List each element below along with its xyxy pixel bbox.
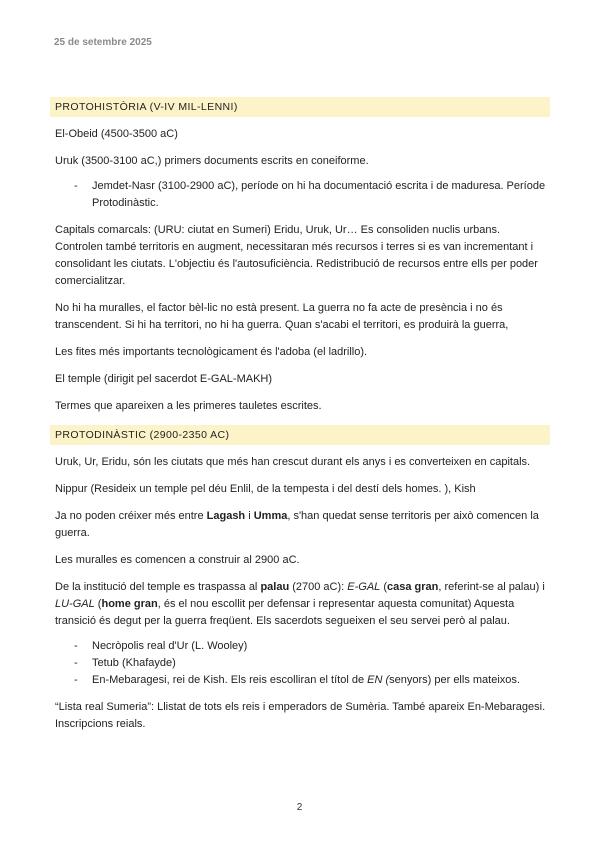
paragraph: Nippur (Resideix un temple pel déu Enlil, de la tempesta i del destí dels homes. ), Kish: [55, 483, 476, 495]
italic-text: LU-GAL: [55, 598, 95, 610]
paragraph: Les fites més importants tecnològicament és l'adoba (el ladrillo).: [55, 346, 368, 358]
text-run: (: [380, 581, 388, 593]
paragraph: No hi ha muralles, el factor bèl-lic no està present. La guerra no fa acte de presència i no és transcendent. Si hi ha territori, no hi ha guerra. Quan s'acabi el territori, es produirà la guerra,: [55, 302, 509, 331]
text-run: , és el nou escollit per defensar i representar aquesta comunitat) Aquesta transició és degut per la guerra freqüent. Els sacerdots segueixen el seu servei però al palau.: [55, 598, 515, 627]
bold-text: palau: [260, 581, 290, 593]
bold-text: Lagash: [206, 510, 246, 522]
text-run: senyors) per ells mateixos.: [389, 674, 520, 686]
text-run: (: [94, 598, 102, 610]
bold-text: home gran: [101, 598, 158, 610]
paragraph: Capitals comarcals: (URU: ciutat en Sumeri) Eridu, Uruk, Ur… Es consoliden nuclis urbans. Controlen també territoris en augment, necessitaran més recursos i terres si es van incrementant i consolidant les ciutats. L'objectiu és l'autosuficiència. Redistribució de recursos entre ells per poder comercialitzar.: [55, 224, 538, 287]
list-item: - Tetub (Khafayde): [55, 655, 550, 672]
page-number: 2: [296, 802, 303, 813]
paragraph: [55, 579, 550, 630]
document-body: [50, 97, 550, 743]
paragraph: [55, 508, 550, 542]
text-run: , s'han quedat sense territoris per això comencen la guerra.: [55, 510, 539, 539]
paragraph: Uruk, Ur, Eridu, són les ciutats que més han crescut durant els anys i es converteixen en capitals.: [55, 456, 531, 468]
bold-text: Umma: [253, 510, 288, 522]
list-item: [55, 672, 550, 689]
text-run: De la institució del temple es traspassa al: [55, 581, 261, 593]
bullet-list: [55, 178, 550, 212]
paragraph: “Lista real Sumeria”: Llistat de tots els reis i emperadors de Sumèria. També apareix En-Mebaragesi. Inscripcions reials.: [55, 701, 546, 730]
text-run: En-Mebaragesi, rei de Kish. Els reis escolliran el títol de: [92, 674, 368, 686]
text-run: , referint-se al palau) i: [438, 581, 545, 593]
bold-text: casa gran: [387, 581, 439, 593]
italic-text: EN (: [367, 674, 390, 686]
paragraph: Uruk (3500-3100 aC,) primers documents escrits en coneiforme.: [55, 155, 369, 167]
list-item: - Jemdet-Nasr (3100-2900 aC), període on hi ha documentació escrita i de maduresa. Període Protodinàstic.: [55, 178, 550, 212]
text-run: Ja no poden créixer més entre: [55, 510, 207, 522]
text-run: (2700 aC):: [289, 581, 348, 593]
text-run: i: [245, 510, 254, 522]
italic-text: E-GAL: [347, 581, 381, 593]
list-item: - Necròpolis real d'Ur (L. Wooley): [55, 638, 550, 655]
paragraph: Termes que apareixen a les primeres tauletes escrites.: [55, 400, 322, 412]
paragraph: Les muralles es comencen a construir al 2900 aC.: [55, 554, 300, 566]
bullet-list: [55, 638, 550, 689]
section-heading-protodinastic: PROTODINÀSTIC (2900-2350 AC): [50, 425, 550, 445]
section-heading-protohistoria: PROTOHISTÒRIA (V-IV MIL-LENNI): [50, 97, 550, 117]
document-date: 25 de setembre 2025: [54, 37, 152, 48]
paragraph: El temple (dirigit pel sacerdot E-GAL-MAKH): [55, 373, 273, 385]
paragraph: El-Obeid (4500-3500 aC): [55, 128, 178, 140]
